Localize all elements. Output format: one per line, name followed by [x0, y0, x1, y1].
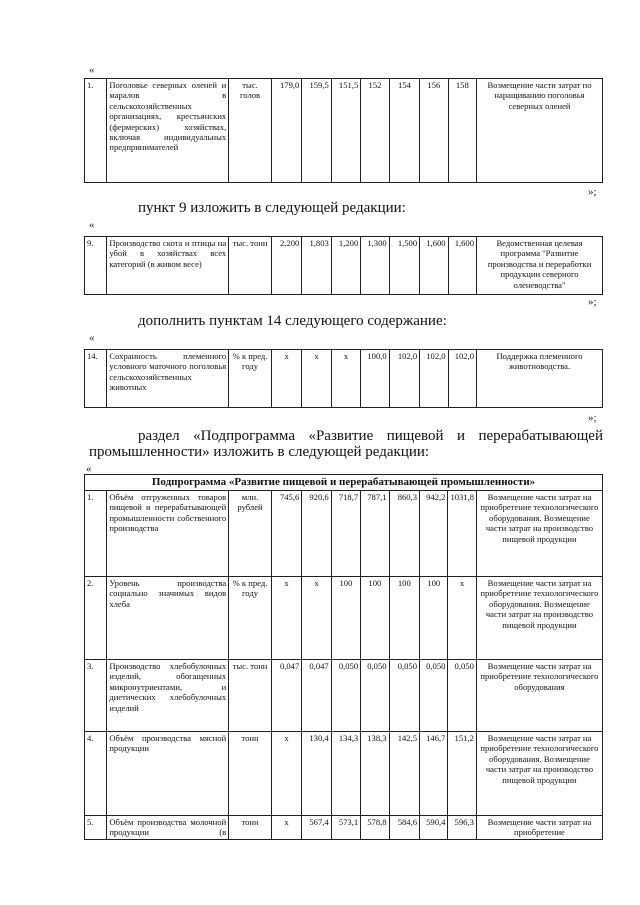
value-cell: 130,4	[302, 732, 331, 816]
note-cell: Возмещение части затрат на приобретение	[476, 816, 602, 840]
value-cell: х	[331, 350, 360, 408]
table-livestock-reindeer	[84, 78, 603, 183]
value-cell: х	[448, 577, 476, 660]
table-row	[85, 660, 603, 732]
value-cell: 1,200	[331, 237, 360, 295]
value-cell: 860,3	[389, 491, 419, 577]
value-cell: 1,600	[448, 237, 476, 295]
closing-quote: »;	[588, 296, 597, 308]
indicator-name: Объём производства мясной продукции	[107, 732, 229, 816]
paragraph-item-14: дополнить пунктам 14 следующего содержание:	[138, 313, 447, 329]
value-cell: 573,1	[331, 816, 360, 840]
indicator-name: Объём производства молочной продукции (в	[107, 816, 229, 840]
value-cell: 745,6	[271, 491, 301, 577]
table-row	[85, 350, 603, 408]
value-cell: 787,1	[361, 491, 389, 577]
closing-quote: »;	[588, 412, 597, 424]
opening-quote: «	[89, 219, 95, 231]
value-cell: 2,200	[271, 237, 301, 295]
value-cell: 100,0	[361, 350, 389, 408]
table-row	[85, 732, 603, 816]
note-cell: Ведомственная целевая программа "Развитие производства и переработки продукции северного оленеводства"	[477, 237, 603, 295]
note-cell: Возмещение части затрат на приобретение технологического оборудования	[476, 660, 602, 732]
opening-quote: «	[86, 463, 92, 475]
table-row	[85, 79, 603, 183]
value-cell: 0,050	[361, 660, 389, 732]
indicator-name: Объём отгруженных товаров пищевой и перерабатывающей промышленности собственного производства	[107, 491, 229, 577]
value-cell: 100	[389, 577, 419, 660]
note-cell: Возмещение части затрат на приобретение технологического оборудования. Возмещение части затрат на производство пищевой продукции	[476, 732, 602, 816]
value-cell: 1,803	[302, 237, 331, 295]
row-number: 14.	[85, 350, 107, 408]
value-cell: х	[271, 816, 301, 840]
value-cell: 0,047	[271, 660, 301, 732]
indicator-name: Сохранность племенного условного маточного поголовья сельскохозяйственных животных	[107, 350, 229, 408]
note-cell: Возмещение части затрат по наращиванию поголовья северных оленей	[477, 79, 603, 183]
value-cell: 578,8	[361, 816, 389, 840]
value-cell: 596,3	[448, 816, 476, 840]
value-cell: х	[302, 350, 331, 408]
value-cell: х	[302, 577, 331, 660]
value-cell: 100	[361, 577, 389, 660]
subprogram-title: Подпрограмма «Развитие пищевой и перерабатывающей промышленности»	[85, 475, 603, 491]
row-number: 4.	[85, 732, 107, 816]
value-cell: х	[271, 732, 301, 816]
row-number: 9.	[85, 237, 107, 295]
value-cell: 1,500	[389, 237, 419, 295]
value-cell: 100	[331, 577, 360, 660]
value-cell: 151,5	[331, 79, 360, 183]
row-number: 2.	[85, 577, 107, 660]
value-cell: 1031,8	[448, 491, 476, 577]
value-cell: 718,7	[331, 491, 360, 577]
value-cell: 0,050	[389, 660, 419, 732]
value-cell: 0,050	[420, 660, 448, 732]
value-cell: 102,0	[420, 350, 448, 408]
value-cell: 179,0	[271, 79, 301, 183]
value-cell: 567,4	[302, 816, 331, 840]
value-cell: 154	[389, 79, 419, 183]
table-row	[85, 491, 603, 577]
unit: % к пред. году	[229, 350, 272, 408]
note-cell: Возмещение части затрат на приобретение технологического оборудования. Возмещение части затрат на производство пищевой продукции	[476, 491, 602, 577]
value-cell: 138,3	[361, 732, 389, 816]
value-cell: 102,0	[389, 350, 419, 408]
table-row	[85, 577, 603, 660]
value-cell: 156	[420, 79, 448, 183]
unit: млн. рублей	[229, 491, 272, 577]
value-cell: 142,5	[389, 732, 419, 816]
table-breeding-stock	[84, 349, 603, 408]
paragraph-section: раздел «Подпрограмма «Развитие пищевой и перерабатывающей промышленности» изложить в следующей редакции:	[89, 428, 603, 460]
row-number: 5.	[85, 816, 107, 840]
unit: % к пред. году	[229, 577, 272, 660]
table-row	[85, 237, 603, 295]
value-cell: х	[271, 577, 301, 660]
paragraph-item-9: пункт 9 изложить в следующей редакции:	[138, 200, 406, 216]
opening-quote: «	[89, 64, 95, 76]
value-cell: 920,6	[302, 491, 331, 577]
indicator-name: Производство хлебобулочных изделий, обогащенных микронутриентами, и диетических хлебобулочных изделий	[107, 660, 229, 732]
value-cell: 0,047	[302, 660, 331, 732]
note-cell: Возмещение части затрат на приобретение технологического оборудования. Возмещение части затрат на производство пищевой продукции	[476, 577, 602, 660]
value-cell: 151,2	[448, 732, 476, 816]
unit: тыс. голов	[229, 79, 272, 183]
value-cell: 134,3	[331, 732, 360, 816]
unit: тонн	[229, 732, 272, 816]
value-cell: 584,6	[389, 816, 419, 840]
table-livestock-production	[84, 236, 603, 295]
row-number: 1.	[85, 491, 107, 577]
table-row	[85, 816, 603, 840]
note-cell: Поддержка племенного животноводства.	[477, 350, 603, 408]
value-cell: 0,050	[448, 660, 476, 732]
value-cell: 100	[420, 577, 448, 660]
value-cell: 102,0	[448, 350, 476, 408]
value-cell: 158	[448, 79, 476, 183]
indicator-name: Уровень производства социально значимых видов хлеба	[107, 577, 229, 660]
opening-quote: «	[89, 332, 95, 344]
value-cell: 1,300	[361, 237, 389, 295]
unit: тонн	[229, 816, 272, 840]
value-cell: х	[271, 350, 301, 408]
table-food-industry	[84, 474, 603, 840]
value-cell: 146,7	[420, 732, 448, 816]
table-header-row	[85, 475, 603, 491]
unit: тыс. тонн	[229, 237, 272, 295]
indicator-name: Поголовье северных оленей и маралов в сельскохозяйственных организациях, крестьянских (фермерских) хозяйствах, включая индивидуальных предпринимателей	[107, 79, 229, 183]
indicator-name: Производство скота и птицы на убой в хозяйствах всех категорий (в живом весе)	[107, 237, 229, 295]
value-cell: 159,5	[302, 79, 331, 183]
value-cell: 942,2	[420, 491, 448, 577]
value-cell: 590,4	[420, 816, 448, 840]
unit: тыс. тонн	[229, 660, 272, 732]
closing-quote: »;	[588, 186, 597, 198]
value-cell: 152	[361, 79, 389, 183]
value-cell: 1,600	[420, 237, 448, 295]
value-cell: 0,050	[331, 660, 360, 732]
row-number: 3.	[85, 660, 107, 732]
row-number: 1.	[85, 79, 107, 183]
